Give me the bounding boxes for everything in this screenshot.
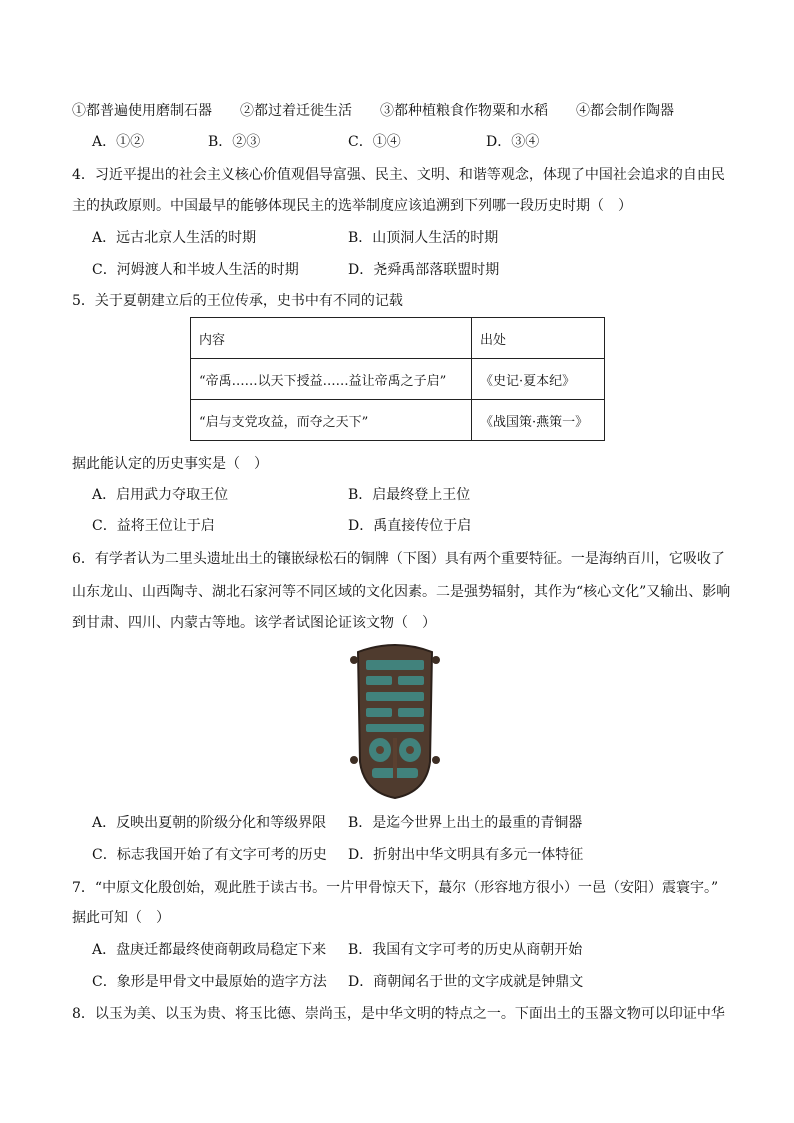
q4-option-d[interactable]: D．尧舜禹部落联盟时期 [348,262,500,278]
q5-source-table [190,317,605,441]
q3-option-c[interactable]: C．①④ [348,134,401,150]
q4-stem-line2: 主的执政原则。中国最早的能够体现民主的选举制度应该追溯到下列哪一段历史时期（ ） [72,198,632,214]
table-cell-content: “启与支党攻益，而夺之天下” [191,400,472,441]
q3-option-b[interactable]: B．②③ [208,134,261,150]
q4-stem-line1: 4．习近平提出的社会主义核心价值观倡导富强、民主、文明、和谐等观念，体现了中国社会追求的自由民 [72,167,725,183]
q5-option-c[interactable]: C．益将王位让于启 [92,518,215,534]
q3-statements: ①都普遍使用磨制石器 ②都过着迁徙生活 ③都种植粮食作物粟和水稻 ④都会制作陶器 [72,103,674,119]
q3-option-d[interactable]: D．③④ [486,134,540,150]
q6-option-c[interactable]: C．标志我国开始了有文字可考的历史 [92,847,327,863]
q7-option-b[interactable]: B．我国有文字可考的历史从商朝开始 [348,942,583,958]
table-cell-source: 《战国策·燕策一》 [472,400,605,441]
q6-option-b[interactable]: B．是迄今世界上出土的最重的青铜器 [348,815,583,831]
bronze-plaque-image [350,642,440,800]
table-row [191,359,605,400]
q7-stem-line1: 7．“中原文化殷创始，观此胜于读古书。一片甲骨惊天下，蕞尔（形容地方很小）一邑（安阳）震寰宇。” [72,880,719,896]
q3-option-a[interactable]: A．①② [92,134,145,150]
q7-option-d[interactable]: D．商朝闻名于世的文字成就是钟鼎文 [348,974,584,990]
q5-option-b[interactable]: B．启最终登上王位 [348,487,471,503]
q4-option-c[interactable]: C．河姆渡人和半坡人生活的时期 [92,262,299,278]
q4-option-a[interactable]: A．远古北京人生活的时期 [92,230,257,246]
q6-stem-line3: 到甘肃、四川、内蒙古等地。该学者试图论证该文物（ ） [72,615,436,631]
q4-option-b[interactable]: B．山顶洞人生活的时期 [348,230,499,246]
table-header-content: 内容 [191,318,472,359]
q6-stem-line2: 山东龙山、山西陶寺、湖北石家河等不同区域的文化因素。二是强势辐射，其作为“核心文化”又输出、影响 [72,584,731,600]
q5-option-d[interactable]: D．禹直接传位于启 [348,518,472,534]
q5-stem-line1: 5．关于夏朝建立后的王位传承，史书中有不同的记载 [72,293,403,309]
table-row [191,400,605,441]
table-cell-source: 《史记·夏本纪》 [472,359,605,400]
table-cell-content: “帝禹……以天下授益……益让帝禹之子启” [191,359,472,400]
q6-option-a[interactable]: A．反映出夏朝的阶级分化和等级界限 [92,815,327,831]
q7-option-c[interactable]: C．象形是甲骨文中最原始的造字方法 [92,974,327,990]
q7-stem-line2: 据此可知（ ） [72,910,170,926]
q8-stem-line1: 8．以玉为美、以玉为贵、将玉比德、崇尚玉，是中华文明的特点之一。下面出土的玉器文物可以印证中华 [72,1006,725,1022]
q5-option-a[interactable]: A．启用武力夺取王位 [92,487,229,503]
q7-option-a[interactable]: A．盘庚迁都最终使商朝政局稳定下来 [92,942,327,958]
table-header-source: 出处 [472,318,605,359]
q6-option-d[interactable]: D．折射出中华文明具有多元一体特征 [348,847,584,863]
table-row [191,318,605,359]
q6-stem-line1: 6．有学者认为二里头遗址出土的镶嵌绿松石的铜牌（下图）具有两个重要特征。一是海纳百川，它吸收了 [72,551,725,567]
q5-stem-line2: 据此能认定的历史事实是（ ） [72,456,268,472]
